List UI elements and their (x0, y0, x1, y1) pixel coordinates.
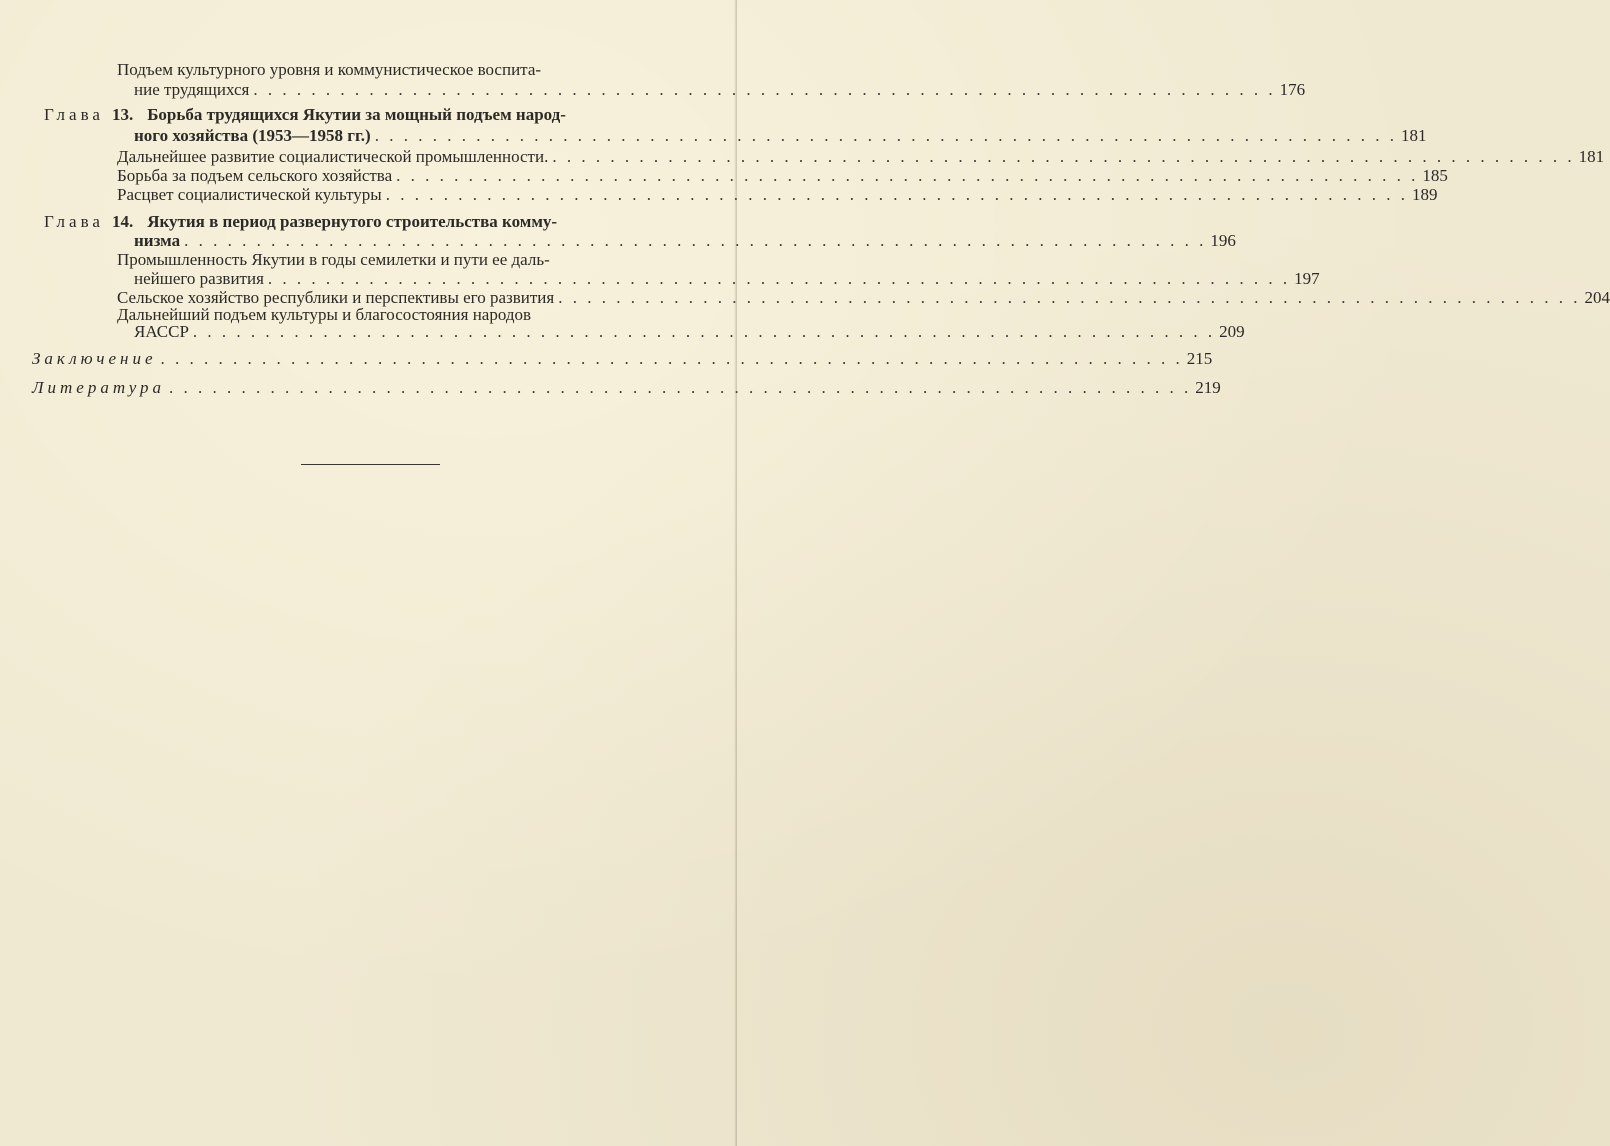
page-number: 176 (1279, 80, 1306, 99)
chapter-number: 14. (111, 212, 134, 231)
chapter-heading (44, 105, 655, 125)
toc-entry-line (117, 166, 1448, 186)
toc-entry-text: Борьба за подъем сельского хозяйства (117, 166, 393, 185)
toc-entry-text: Литература (32, 378, 166, 397)
toc-entry-text: ЯАССР (134, 322, 189, 341)
chapter-number: 13. (111, 105, 134, 124)
toc-entry-text: Промышленность Якутии в годы семилетки и пути ее даль- (117, 250, 550, 269)
dot-leader (169, 378, 1191, 398)
dot-leader (375, 126, 1397, 146)
toc-entry-line (117, 147, 1605, 167)
page-edge-shadow (734, 0, 737, 1146)
chapter-label: Глава (44, 105, 104, 124)
toc-entry-line (134, 80, 1306, 100)
toc-entry-line (32, 378, 1221, 398)
end-rule (301, 464, 440, 465)
page-number: 209 (1219, 322, 1245, 341)
toc-entry-text: Подъем культурного уровня и коммунистическое воспита- (117, 60, 542, 79)
toc-entry-text: Заключение (32, 349, 157, 368)
page-number: 219 (1195, 378, 1221, 397)
chapter-heading (44, 212, 625, 232)
page-number: 197 (1294, 269, 1320, 288)
toc-entry-line (117, 60, 625, 80)
toc-entry-line (134, 269, 1320, 289)
dot-leader (396, 166, 1418, 186)
page-number: 189 (1411, 185, 1438, 204)
toc-entry-text: Расцвет социалистической культуры (117, 185, 382, 204)
dot-leader (268, 269, 1290, 289)
toc-entry-text: Дальнейшее развитие социалистической промышленности. (117, 147, 549, 166)
dot-leader (558, 288, 1580, 308)
toc-entry-line (32, 349, 1213, 369)
toc-entry-line (134, 231, 1236, 251)
toc-entry-line (117, 250, 625, 270)
toc-entry-text (147, 105, 655, 125)
chapter-title-line: Якутия в период развернутого строительства комму- (147, 212, 558, 231)
dot-leader (161, 349, 1183, 369)
toc-entry-text: ние трудящихся (134, 80, 250, 99)
page-number: 204 (1584, 288, 1610, 307)
page-number: 185 (1422, 166, 1448, 185)
toc-entry-line (117, 185, 1438, 205)
page-number: 181 (1400, 126, 1427, 145)
toc-entry-line (134, 126, 1427, 146)
toc-entry-text: нейшего развития (134, 269, 264, 288)
chapter-title-line: Борьба трудящихся Якутии за мощный подъем народ- (147, 105, 566, 124)
page-number: 215 (1186, 349, 1213, 368)
chapter-title-line: ного хозяйства (1953—1958 гг.) (134, 126, 371, 145)
dot-leader (253, 80, 1275, 100)
toc-entry-text: Дальнейший подъем культуры и благосостояния народов (117, 305, 532, 324)
toc-entry-line (134, 322, 1245, 342)
dot-leader (193, 322, 1215, 342)
dot-leader (184, 231, 1206, 251)
page-number: 181 (1578, 147, 1605, 166)
chapter-label: Глава (44, 212, 104, 231)
page-number: 196 (1210, 231, 1236, 250)
dot-leader (552, 147, 1574, 167)
toc-entry-text: Сельское хозяйство республики и перспективы его развития (117, 288, 555, 307)
chapter-title-line: низма (134, 231, 181, 250)
dot-leader (386, 185, 1408, 205)
